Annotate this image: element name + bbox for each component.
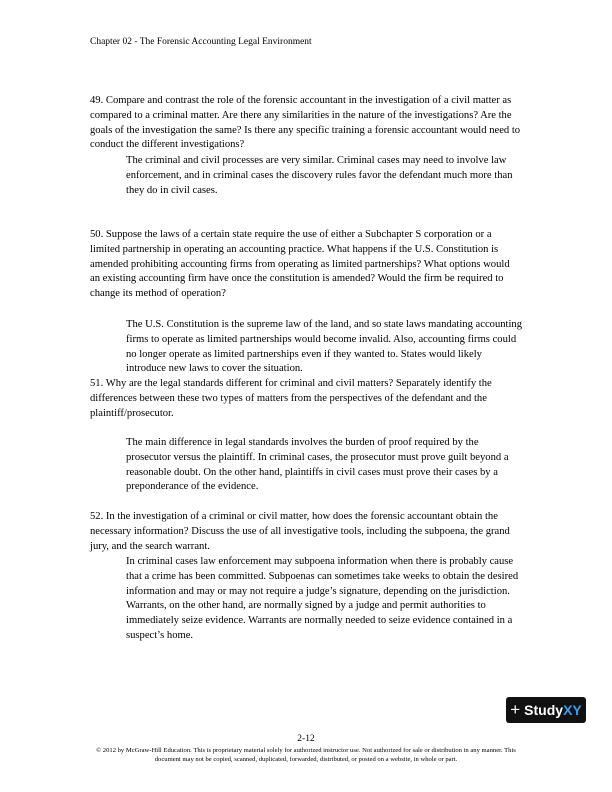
answer-52: In criminal cases law enforcement may subpoena information when there is probably cause that a crime has been committed. Subpoenas can sometimes take weeks to obtain the desired information and may or may not require a judge’s signature, depending on the jurisdiction. Warrants, on the other hand, are normally signed by a judge and permit authorities to immediately seize evidence. Warrants are normally needed to seize evidence contained in a suspect’s home. — [126, 556, 519, 641]
logo-text-xy: XY — [563, 702, 582, 718]
answer-51: The main difference in legal standards involves the burden of proof required by the prosecutor versus the plaintiff. In criminal cases, the prosecutor must prove guilt beyond a reasonable doubt. On the other hand, plaintiffs in civil cases must prove their cases by a preponderance of the evidence. — [126, 437, 509, 493]
plus-icon: + — [510, 700, 521, 719]
question-52: 52. In the investigation of a criminal or civil matter, how does the forensic accountant obtain the necessary information? Discuss the use of all investigative tools, including the subpoena, the grand jury, and the search warrant. — [90, 511, 510, 552]
question-51: 51. Why are the legal standards different for criminal and civil matters? Separately identify the differences between these two types of matters from the perspectives of the defendant and the plaintiff/prosecutor. — [90, 378, 492, 419]
answer-49: The criminal and civil processes are very similar. Criminal cases may need to involve law enforcement, and in criminal cases the discovery rules favor the defendant much more than they do in civil cases. — [126, 155, 513, 196]
page-number: 2-12 — [297, 734, 315, 744]
question-50: 50. Suppose the laws of a certain state require the use of either a Subchapter S corporation or a limited partnership in operating an accounting practice. What happens if the U.S. Constitution is amended prohibiting accounting firms from operating as limited partnerships? What options would an existing accounting firm have once the constitution is amended? Would the firm be required to change its method of operation? — [90, 229, 510, 300]
copyright-footer: © 2012 by McGraw-Hill Education. This is proprietary material solely for authorized instructor use. Not authorized for sale or distribution in any manner. This document may not be copied, scanned, duplicated, forwarded, distributed, or posted on a website, in whole or part. — [96, 747, 516, 764]
answer-50: The U.S. Constitution is the supreme law of the land, and so state laws mandating accounting firms to operate as limited partnerships would become invalid. Also, accounting firms could no longer operate as limited partnerships even if they wanted to. States would likely introduce new laws to cover the situation. — [126, 319, 523, 375]
studyxy-logo — [506, 697, 586, 723]
chapter-header: Chapter 02 - The Forensic Accounting Legal Environment — [90, 37, 312, 47]
logo-text-study: Study — [524, 702, 564, 718]
question-49: 49. Compare and contrast the role of the forensic accountant in the investigation of a civil matter as compared to a criminal matter. Are there any similarities in the nature of the investigations? Are the goals of the investigation the same? Is there any specific training a forensic accountant would need to conduct the different investigations? — [90, 95, 521, 151]
